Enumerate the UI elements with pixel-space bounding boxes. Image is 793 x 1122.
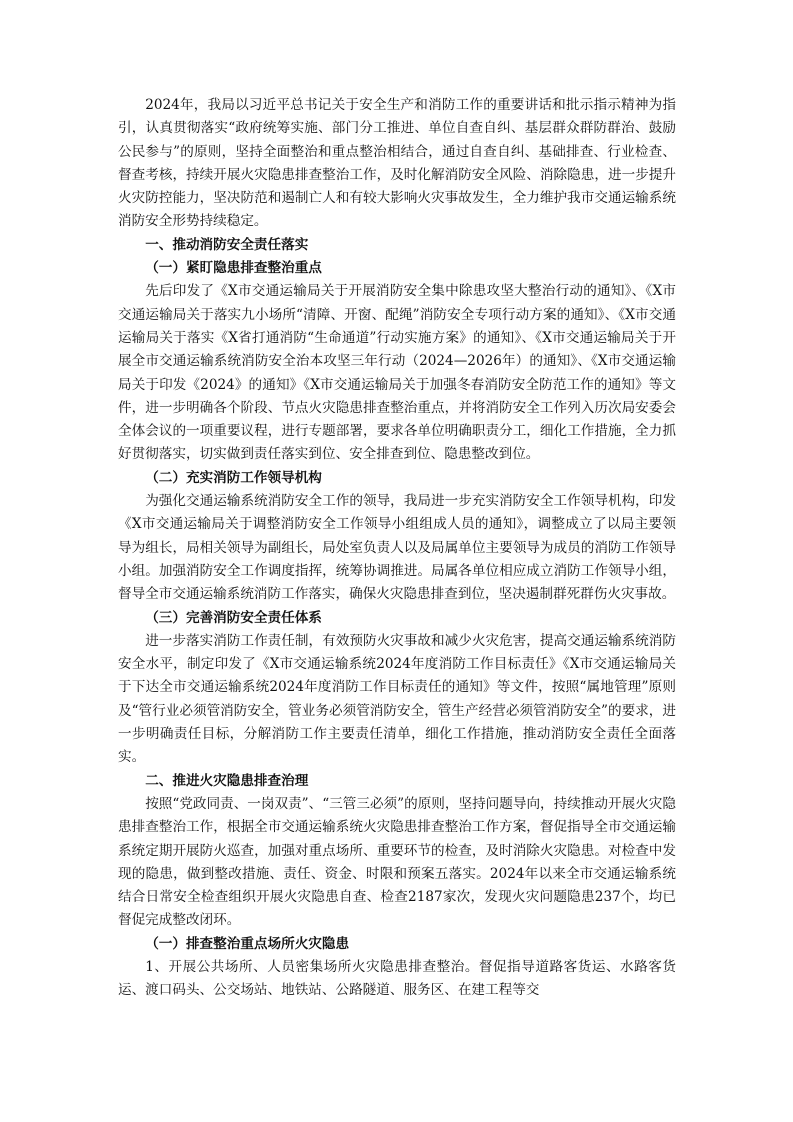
body-paragraph-1-3: 进一步落实消防工作责任制，有效预防火灾事故和减少火灾危害，提高交通运输系统消防安全水平，制定印发了《X市交通运输系统2024年度消防工作目标责任》《X市交通运输局关于下达全市交通运输系统2024年度消防工作目标责任的通知》等文件，按照“属地管理”原则及“管行业必须管消防安全，管业务必须管消防安全，管生产经营必须管消防安全”的要求，进一步明确责任目标，分解消防工作主要责任清单，细化工作措施，推动消防安全责任全面落实。 (118, 632, 676, 766)
subsection-heading-1-2: （二）充实消防工作领导机构 (145, 469, 322, 486)
body-paragraph-2: 按照“党政同责、一岗双责”、“三管三必须”的原则，坚持问题导向，持续推动开展火灾隐患排查整治工作，根据全市交通运输系统火灾隐患排查整治工作方案，督促指导全市交通运输系统定期开展防火巡查，加强对重点场所、重要环节的检查，及时消除火灾隐患。对检查中发现的隐患，做到整改措施、责任、资金、时限和预案五落实。2024年以来全市交通运输系统结合日常安全检查组织开展火灾隐患自查、检查2187家次，发现火灾问题隐患237个，均已督促完成整改闭环。 (118, 795, 676, 929)
body-paragraph-1-2: 为强化交通运输系统消防安全工作的领导，我局进一步充实消防安全工作领导机构，印发《X市交通运输局关于调整消防安全工作领导小组组成人员的通知》，调整成立了以局主要领导为组长，局相关领导为副组长，局处室负责人以及局属单位主要领导为成员的消防工作领导小组。加强消防安全工作调度指挥，统筹协调推进。局属各单位相应成立消防工作领导小组，督导全市交通运输系统消防工作落实，确保火灾隐患排查到位，坚决遏制群死群伤火灾事故。 (118, 493, 676, 603)
subsection-heading-2-1: （一）排查整治重点场所火灾隐患 (145, 935, 350, 952)
body-paragraph-2-1: 1、开展公共场所、人员密集场所火灾隐患排查整治。督促指导道路客货运、水路客货运、渡口码头、公交场站、地铁站、公路隧道、服务区、在建工程等交 (118, 958, 676, 999)
section-heading-2: 二、推进火灾隐患排查治理 (145, 772, 309, 789)
section-heading-1: 一、推动消防安全责任落实 (145, 236, 309, 253)
subsection-heading-1-1: （一）紧盯隐患排查整治重点 (145, 260, 322, 277)
document-body (118, 94, 676, 1003)
intro-paragraph: 2024年，我局以习近平总书记关于安全生产和消防工作的重要讲话和批示指示精神为指引，认真贯彻落实“政府统筹实施、部门分工推进、单位自查自纠、基层群众群防群治、鼓励公民参与”的原则，坚持全面整治和重点整治相结合，通过自查自纠、基础排查、行业检查、督查考核，持续开展火灾隐患排查整治工作，及时化解消防安全风险、消除隐患，进一步提升火灾防控能力，坚决防范和遏制亡人和有较大影响火灾事故发生，全力维护我市交通运输系统消防安全形势持续稳定。 (118, 97, 676, 230)
body-paragraph-1-1: 先后印发了《X市交通运输局关于开展消防安全集中除患攻坚大整治行动的通知》、《X市交通运输局关于落实九小场所“清障、开窗、配绳”消防安全专项行动方案的通知》、《X市交通运输局关于落实《X省打通消防“生命通道”行动实施方案》的通知》、《X市交通运输局关于开展全市交通运输系统消防安全治本攻坚三年行动（2024—2026年）的通知》、《X市交通运输局关于印发《2024》的通知》《X市交通运输局关于加强冬春消防安全防范工作的通知》等文件，进一步明确各个阶段、节点火灾隐患排查整治重点，并将消防安全工作列入历次局安委会全体会议的一项重要议程，进行专题部署，要求各单位明确职责分工，细化工作措施，全力抓好贯彻落实，切实做到责任落实到位、安全排查到位、隐患整改到位。 (118, 283, 676, 463)
subsection-heading-1-3: （三）完善消防安全责任体系 (145, 609, 322, 626)
